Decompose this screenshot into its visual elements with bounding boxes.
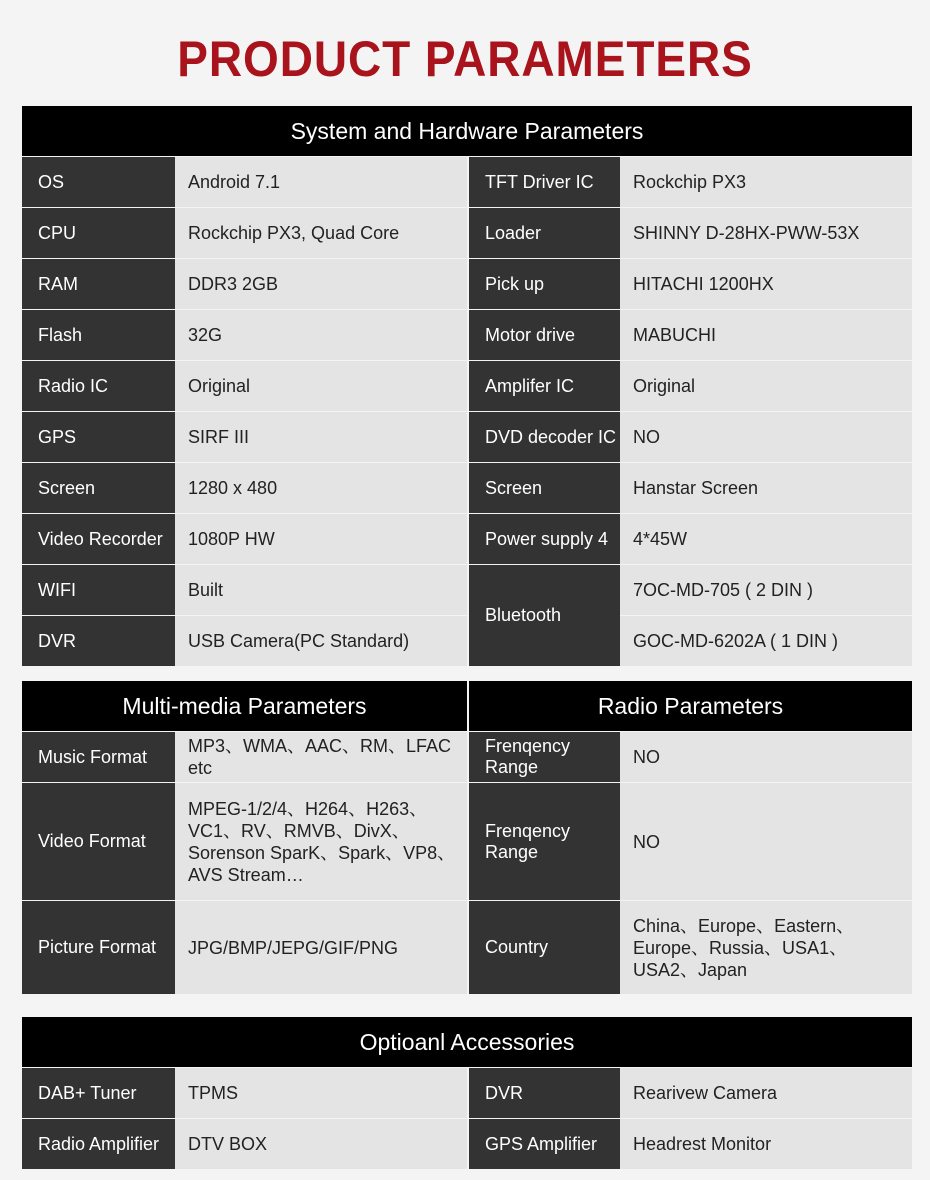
row-label: DVR	[22, 616, 175, 666]
row-value: MABUCHI	[620, 310, 912, 360]
row-value: NO	[620, 783, 912, 900]
row-label: GPS	[22, 412, 175, 462]
system-table	[22, 157, 912, 666]
row-label: Power supply 4	[467, 514, 620, 564]
row-value: MPEG-1/2/4、H264、H263、 VC1、RV、RMVB、DivX、 Sorenson SparK、Spark、VP8、 AVS Stream…	[175, 783, 467, 900]
row-label: Amplifer IC	[467, 361, 620, 411]
row-value: USB Camera(PC Standard)	[175, 616, 467, 666]
row-value: MP3、WMA、AAC、RM、LFAC etc	[175, 732, 467, 782]
row-value: Rockchip PX3, Quad Core	[175, 208, 467, 258]
row-value: Headrest Monitor	[620, 1119, 912, 1169]
row-value: HITACHI 1200HX	[620, 259, 912, 309]
accessories-section	[22, 1017, 912, 1169]
row-label: WIFI	[22, 565, 175, 615]
row-value: GOC-MD-6202A ( 1 DIN )	[620, 616, 912, 666]
row-value: 4*45W	[620, 514, 912, 564]
row-value: 7OC-MD-705 ( 2 DIN )	[620, 565, 912, 615]
system-hardware-section	[22, 106, 912, 666]
row-label: OS	[22, 157, 175, 207]
row-label: DVD decoder IC	[467, 412, 620, 462]
row-value: Original	[175, 361, 467, 411]
bluetooth-label: Bluetooth	[467, 565, 620, 666]
row-label: Flash	[22, 310, 175, 360]
row-label: RAM	[22, 259, 175, 309]
page-title: PRODUCT PARAMETERS	[177, 31, 753, 87]
row-label: Pick up	[467, 259, 620, 309]
row-label: Radio Amplifier	[22, 1119, 175, 1169]
row-label: CPU	[22, 208, 175, 258]
row-value: Android 7.1	[175, 157, 467, 207]
row-label: Screen	[467, 463, 620, 513]
row-value: TPMS	[175, 1068, 467, 1118]
section-header: System and Hardware Parameters	[22, 106, 912, 156]
row-label: Radio IC	[22, 361, 175, 411]
row-label: Picture Format	[22, 901, 175, 994]
row-value: DDR3 2GB	[175, 259, 467, 309]
section-header: Multi-media Parameters	[22, 681, 467, 731]
row-value: China、Europe、Eastern、 Europe、Russia、USA1、 USA2、Japan	[620, 901, 912, 994]
row-value: JPG/BMP/JEPG/GIF/PNG	[175, 901, 467, 994]
accessories-table	[22, 1068, 912, 1169]
row-label: Frenqency Range	[467, 732, 620, 782]
row-value: DTV BOX	[175, 1119, 467, 1169]
row-value: 1080P HW	[175, 514, 467, 564]
row-label: DVR	[467, 1068, 620, 1118]
row-label: Frenqency Range	[467, 783, 620, 900]
row-label: GPS Amplifier	[467, 1119, 620, 1169]
row-value: NO	[620, 412, 912, 462]
row-label: Video Format	[22, 783, 175, 900]
section-header: Optioanl Accessories	[22, 1017, 912, 1067]
row-value: SIRF III	[175, 412, 467, 462]
row-label: Screen	[22, 463, 175, 513]
row-value: Original	[620, 361, 912, 411]
row-label: Loader	[467, 208, 620, 258]
row-value: SHINNY D-28HX-PWW-53X	[620, 208, 912, 258]
row-value: Rockchip PX3	[620, 157, 912, 207]
section-header: Radio Parameters	[467, 681, 912, 731]
row-label: Music Format	[22, 732, 175, 782]
row-label: TFT Driver IC	[467, 157, 620, 207]
row-label: Motor drive	[467, 310, 620, 360]
row-label: DAB+ Tuner	[22, 1068, 175, 1118]
row-value: 1280 x 480	[175, 463, 467, 513]
row-value: NO	[620, 732, 912, 782]
row-label: Country	[467, 901, 620, 994]
row-value: Rearivew Camera	[620, 1068, 912, 1118]
media-radio-section	[22, 681, 912, 994]
media-table	[22, 732, 912, 994]
row-value: Hanstar Screen	[620, 463, 912, 513]
row-value: 32G	[175, 310, 467, 360]
row-label: Video Recorder	[22, 514, 175, 564]
row-value: Built	[175, 565, 467, 615]
